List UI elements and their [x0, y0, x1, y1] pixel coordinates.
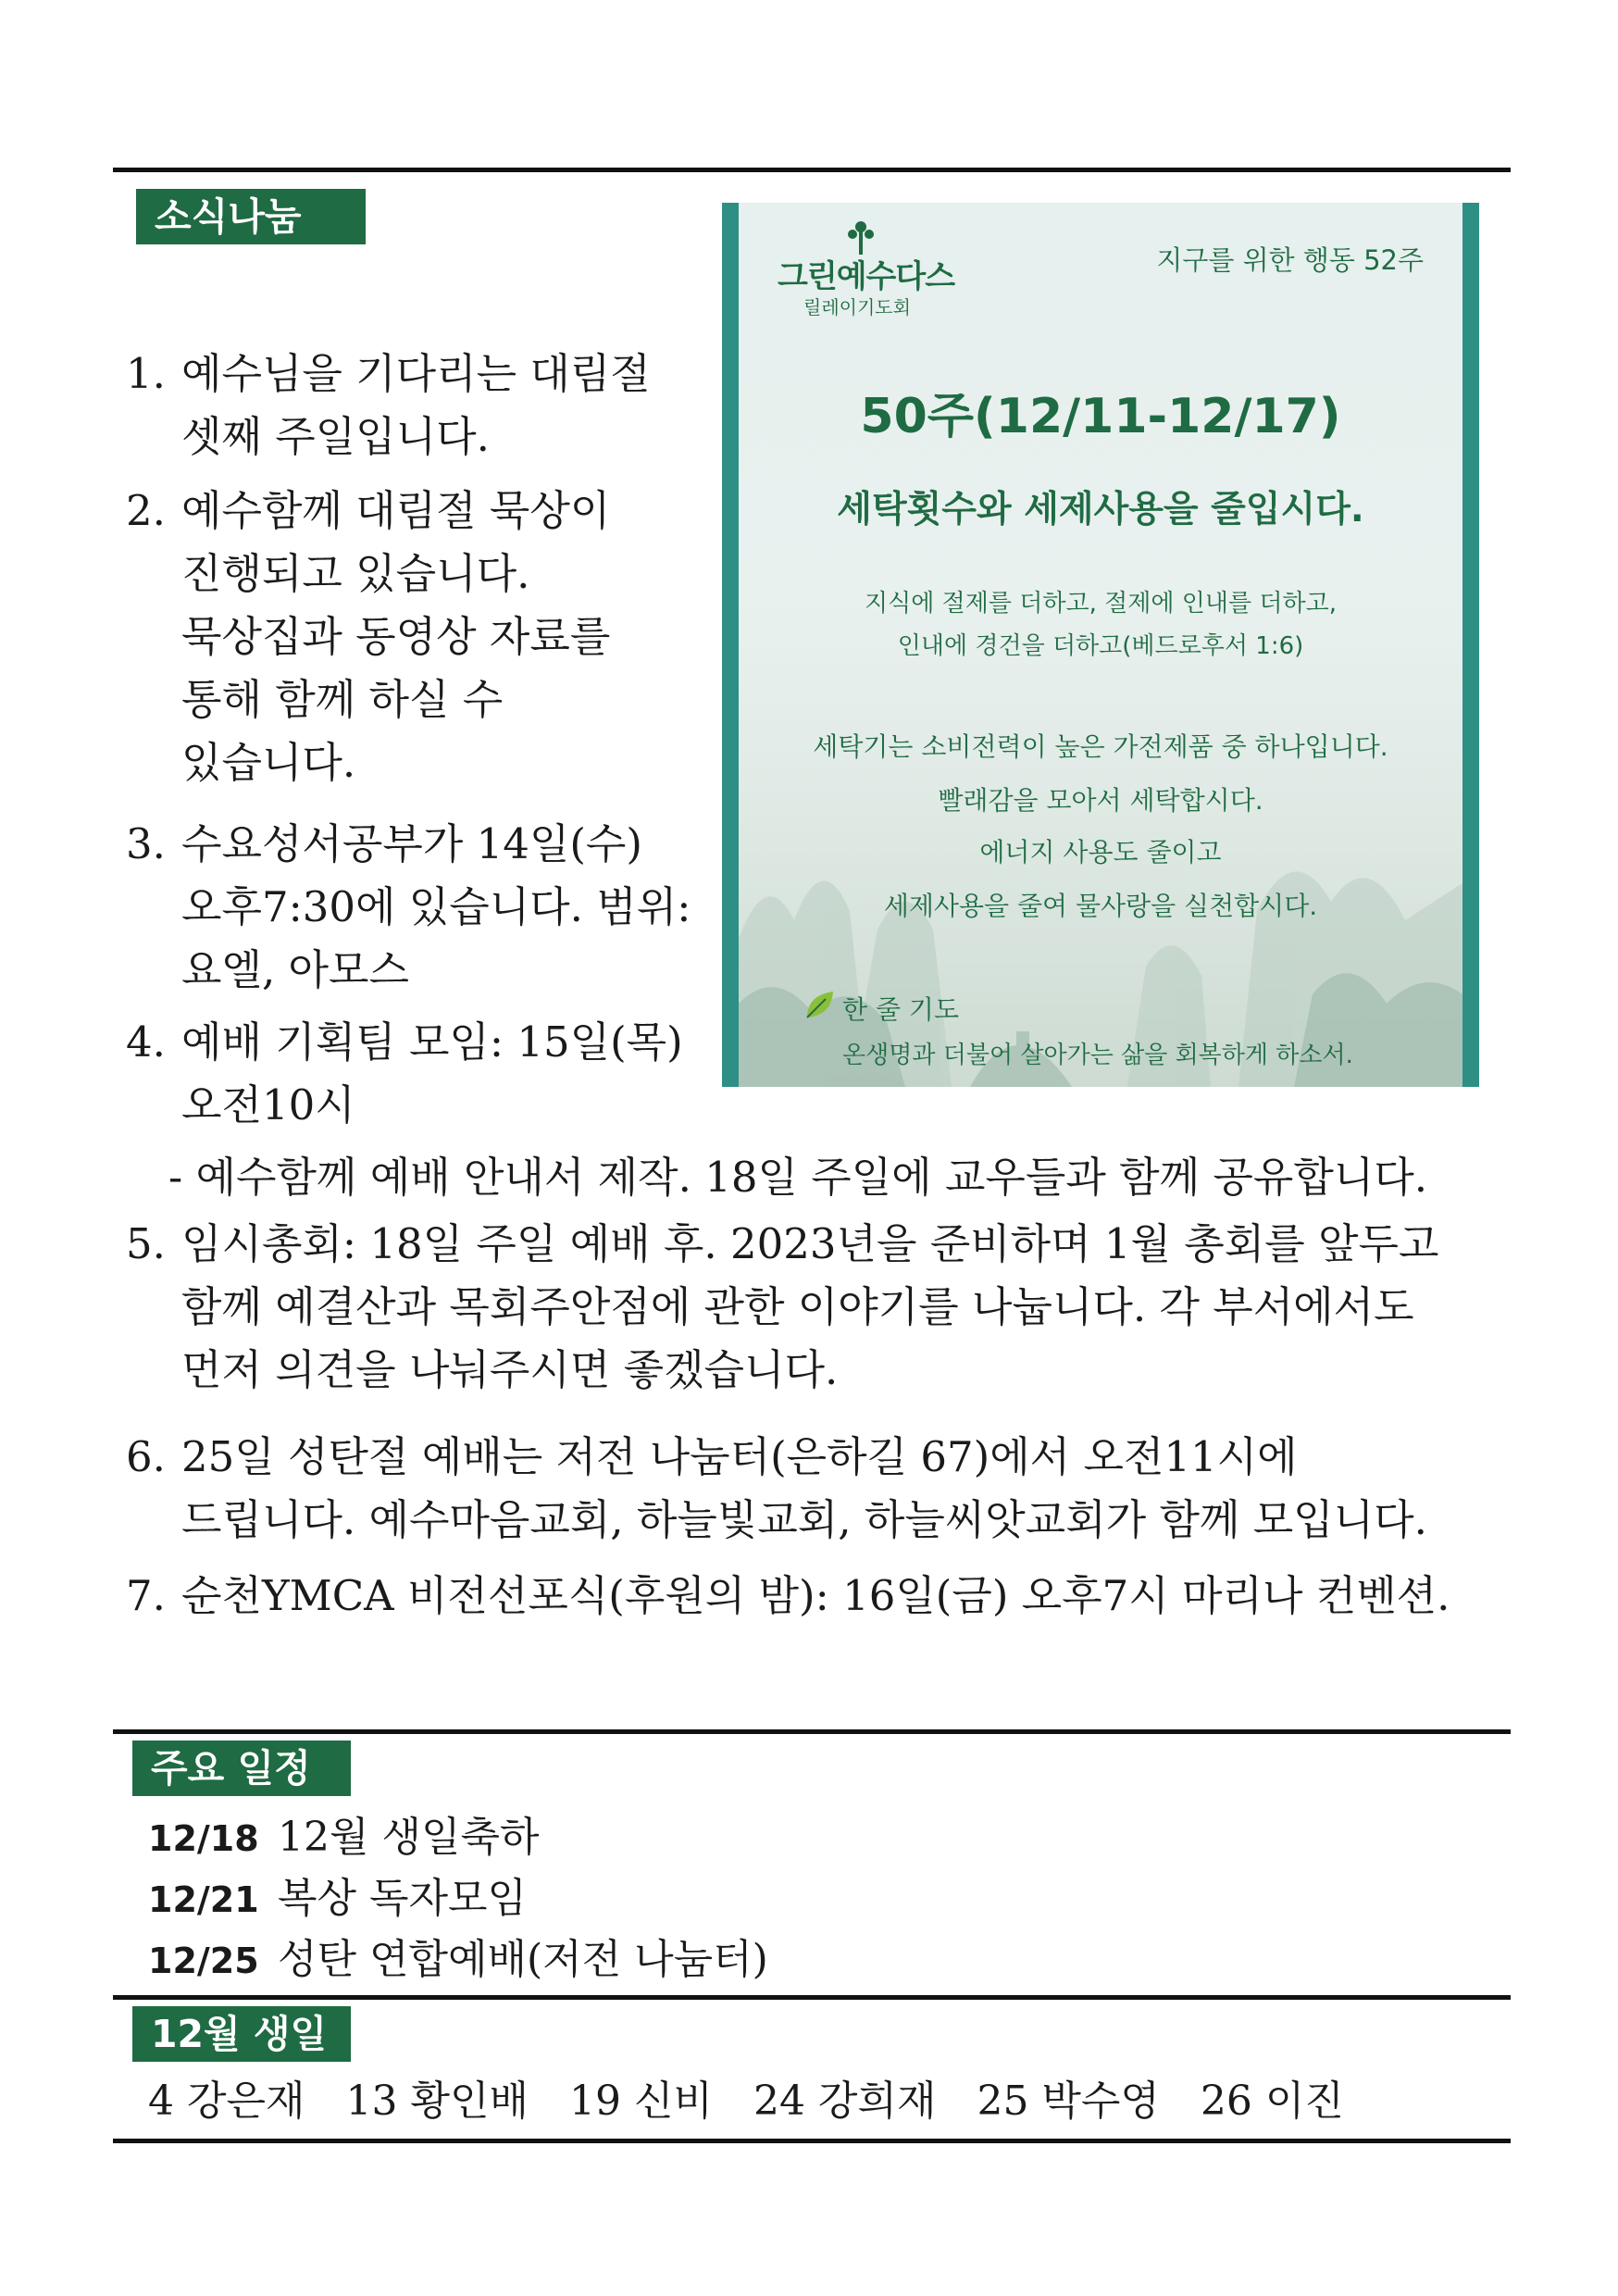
logo-title: 그린예수다스: [778, 258, 955, 295]
item-line: 수요성서공부가 14일(수): [181, 819, 642, 868]
poster-verse-1: 지식에 절제를 더하고, 절제에 인내를 더하고,: [865, 590, 1337, 618]
poster-week: 50주(12/11-12/17): [860, 389, 1341, 444]
item-line: 먼저 의견을 나눠주시면 좋겠습니다.: [181, 1345, 839, 1394]
item-line: 예수님을 기다리는 대림절: [181, 349, 651, 398]
schedule-entry: [148, 1869, 527, 1929]
item-line: 통해 함께 하실 수: [181, 675, 504, 724]
item-number: 7.: [126, 1571, 166, 1620]
item-line: 순천YMCA 비전선포식(후원의 밤): 16일(금) 오후7시 마리나 컨벤션.: [181, 1571, 1450, 1620]
item-line: 요엘, 아모스: [181, 945, 409, 994]
prayer-title: 한 줄 기도: [842, 994, 959, 1025]
item-line: 함께 예결산과 목회주안점에 관한 이야기를 나눕니다. 각 부서에서도: [181, 1282, 1414, 1331]
item-line: 있습니다.: [181, 738, 356, 787]
item-line: 25일 성탄절 예배는 저전 나눔터(은하길 67)에서 오전11시에: [181, 1432, 1298, 1481]
item-line: 예수함께 대림절 묵상이: [181, 486, 611, 535]
schedule-text: 성탄 연합예배(저전 나눔터): [278, 1936, 768, 1983]
item-line: 셋째 주일입니다.: [181, 412, 490, 461]
schedule-entry: [148, 1930, 768, 1990]
schedule-date: 12/21: [148, 1879, 259, 1920]
logo-subtitle: 릴레이기도회: [803, 296, 911, 318]
green-jesus-poster: [722, 203, 1479, 1087]
top-divider: [113, 168, 1511, 172]
item-line: 오후7:30에 있습니다. 범위:: [181, 882, 691, 931]
birthday-list: 4 강은재 13 황인배 19 신비 24 강희재 25 박수영 26 이진: [148, 2078, 1344, 2125]
item-line: 임시총회: 18일 주일 예배 후. 2023년을 준비하며 1월 총회를 앞두고: [181, 1219, 1439, 1268]
poster-headline: 세탁횟수와 세제사용을 줄입시다.: [837, 489, 1364, 530]
news-subnote: - 예수함께 예배 안내서 제작. 18일 주일에 교우들과 함께 공유합니다.: [168, 1153, 1428, 1202]
poster-verse-2: 인내에 경건을 더하고(베드로후서 1:6): [897, 632, 1304, 660]
poster-body-4: 세제사용을 줄여 물사랑을 실천합시다.: [883, 891, 1318, 921]
schedule-divider-top: [113, 1729, 1511, 1734]
poster-body-3: 에너지 사용도 줄이고: [979, 837, 1222, 867]
schedule-date: 12/18: [148, 1818, 259, 1859]
logo: [778, 223, 954, 319]
prayer-text: 온생명과 더불어 살아가는 삶을 회복하게 하소서.: [842, 1042, 1353, 1069]
schedule-entry: [148, 1808, 540, 1868]
item-line: 묵상집과 동영상 자료를: [181, 612, 611, 661]
item-number: 1.: [126, 349, 166, 398]
item-number: 6.: [126, 1432, 166, 1481]
item-number: 4.: [126, 1017, 166, 1067]
schedule-date: 12/25: [148, 1940, 259, 1981]
poster-header-right: 지구를 위한 행동 52주: [1156, 244, 1424, 276]
item-line: 예배 기획팀 모임: 15일(목): [181, 1017, 683, 1067]
leaf-icon: [803, 988, 837, 1021]
sprout-icon: [842, 218, 879, 255]
poster-body-1: 세탁기는 소비전력이 높은 가전제품 중 하나입니다.: [813, 731, 1388, 762]
section-title-birthdays: 12월 생일: [132, 2006, 351, 2062]
item-line: 오전10시: [181, 1080, 355, 1129]
item-line: 드립니다. 예수마음교회, 하늘빛교회, 하늘씨앗교회가 함께 모입니다.: [181, 1495, 1427, 1544]
schedule-text: 12월 생일축하: [278, 1814, 540, 1861]
item-number: 3.: [126, 819, 166, 868]
section-title-news: 소식나눔: [136, 189, 366, 244]
item-line: 진행되고 있습니다.: [181, 549, 530, 598]
bottom-divider: [113, 2139, 1511, 2143]
birthday-divider-top: [113, 1995, 1511, 2000]
poster-body-2: 빨래감을 모아서 세탁합시다.: [938, 785, 1263, 816]
item-number: 5.: [126, 1219, 166, 1268]
section-title-schedule: 주요 일정: [132, 1741, 351, 1796]
schedule-text: 복상 독자모임: [278, 1875, 528, 1922]
item-number: 2.: [126, 486, 166, 535]
